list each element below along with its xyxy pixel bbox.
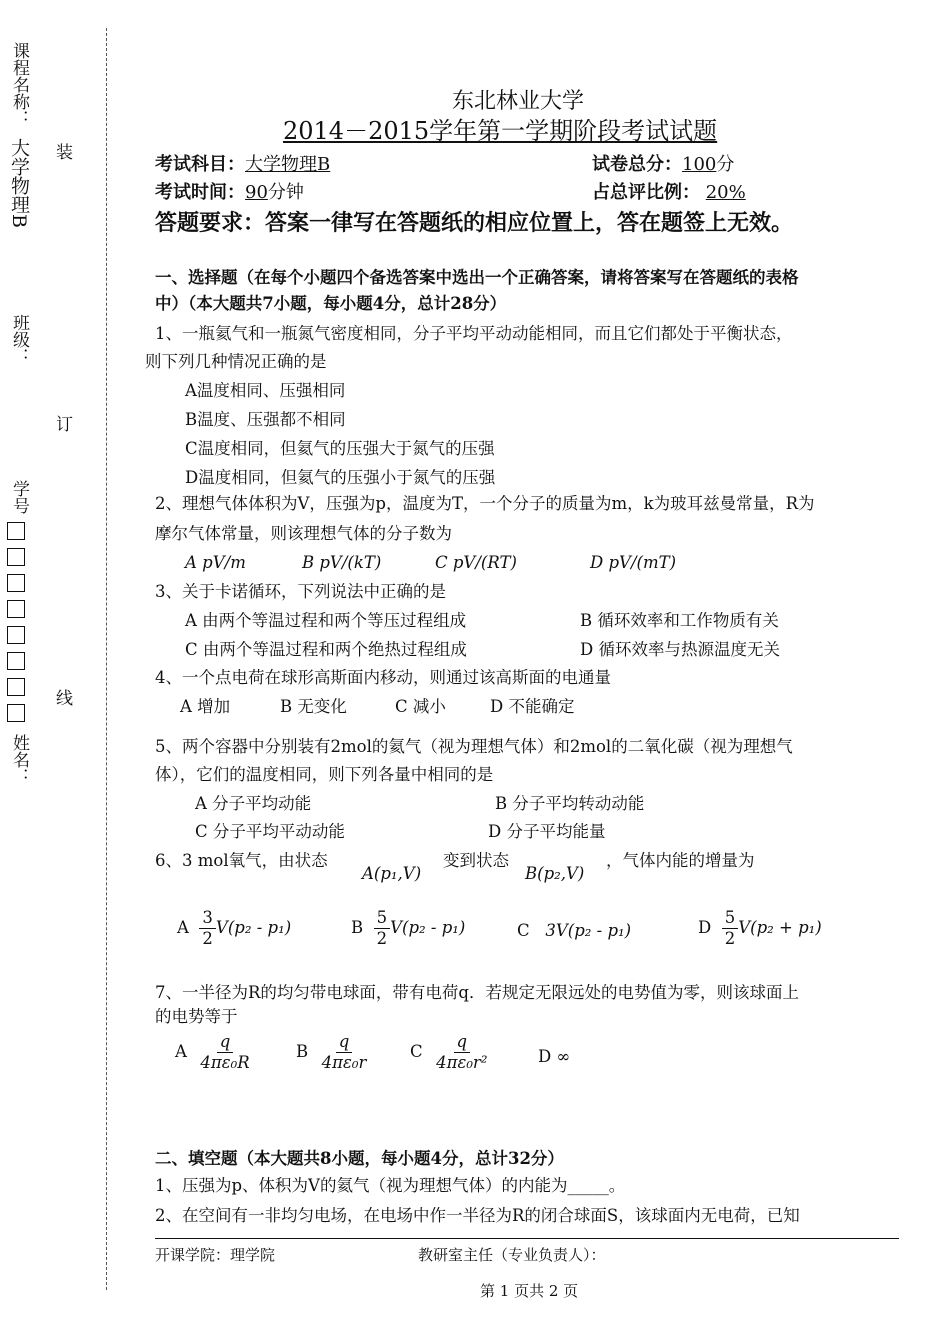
q7-option-b-fraction [319, 1032, 370, 1073]
q6-option-d-expr: V(p₂ + p₁) [738, 918, 822, 937]
q3-stem: 3、关于卡诺循环，下列说法中正确的是 [155, 582, 446, 601]
q2-option-a: A pV/m [185, 553, 246, 572]
q2-stem-line2: 摩尔气体常量，则该理想气体的分子数为 [155, 524, 452, 543]
exam-time-row [155, 178, 304, 204]
q6-option-a [177, 908, 291, 949]
q2-option-b: B pV/(kT) [302, 553, 382, 572]
binding-mark-zhuang: 装 [56, 143, 73, 163]
q4-option-c: C 减小 [395, 697, 446, 716]
total-score-value: 100 [682, 154, 717, 175]
q7-option-a-fraction [197, 1032, 252, 1073]
ratio-value: 20% [705, 182, 746, 203]
binding-dashed-line [106, 28, 107, 1290]
q6-option-c-letter: C [517, 921, 530, 940]
q5-option-c: C 分子平均平动动能 [195, 822, 345, 841]
q2-stem-line1: 2、理想气体体积为V，压强为p，温度为T，一个分子的质量为m，k为玻耳兹曼常量，R为 [155, 494, 815, 513]
q7-stem-line2: 的电势等于 [155, 1007, 238, 1026]
q6-option-b-fraction [374, 908, 391, 949]
answer-requirement: 答题要求：答案一律写在答题纸的相应位置上，答在题签上无效。 [155, 210, 794, 236]
id-box[interactable] [7, 678, 25, 696]
exam-time-label: 考试时间： [155, 182, 245, 203]
binding-mark-xian: 线 [56, 689, 73, 709]
q4-option-b: B 无变化 [280, 697, 347, 716]
q4-option-d: D 不能确定 [490, 697, 575, 716]
q7-option-b [296, 1032, 369, 1073]
q7-option-a [175, 1032, 253, 1073]
q5-stem-line1: 5、两个容器中分别装有2mol的氦气（视为理想气体）和2mol的二氧化碳（视为理想气 [155, 737, 793, 756]
section1-heading-line1: 一、选择题（在每个小题四个备选答案中选出一个正确答案，请将答案写在答题纸的表格 [155, 268, 799, 287]
q7-option-c [410, 1032, 490, 1073]
q7-option-c-num: q [454, 1032, 471, 1053]
q7-option-b-letter: B [296, 1042, 309, 1061]
q7-option-d-letter: D [538, 1047, 552, 1066]
subject-row [155, 150, 330, 176]
q5-option-b: B 分子平均转动动能 [495, 794, 645, 813]
q1-option-a: A温度相同、压强相同 [185, 381, 346, 400]
q6-option-d [698, 908, 822, 949]
q6-option-b [351, 908, 465, 949]
q4-option-a: A 增加 [180, 697, 231, 716]
q6-option-b-num: 5 [374, 908, 391, 929]
q7-option-b-den: 4πε₀r [321, 1053, 367, 1072]
class-label: 班级： [9, 314, 29, 365]
q7-option-d [538, 1047, 570, 1067]
exam-time-unit: 分钟 [267, 182, 304, 203]
student-name-label: 姓名： [9, 734, 29, 785]
q3-option-b: B 循环效率和工作物质有关 [580, 611, 779, 630]
q6-option-a-fraction [199, 908, 216, 949]
q7-option-c-den: 4πε₀r² [436, 1053, 488, 1072]
q6-option-c-expr: 3V(p₂ - p₁) [545, 921, 632, 940]
subject-label: 考试科目： [155, 154, 245, 175]
q7-option-d-infinity: ∞ [556, 1047, 571, 1066]
total-score-row [592, 150, 734, 176]
q7-option-c-fraction [433, 1032, 490, 1073]
fill-q1: 1、压强为p、体积为V的氦气（视为理想气体）的内能为_____。 [155, 1176, 626, 1195]
q7-option-a-letter: A [175, 1042, 187, 1061]
id-box[interactable] [7, 574, 25, 592]
q1-stem-line1: 1、一瓶氦气和一瓶氮气密度相同，分子平均平动动能相同，而且它们都处于平衡状态， [155, 324, 793, 343]
q6-option-a-expr: V(p₂ - p₁) [215, 918, 292, 937]
q1-option-b: B温度、压强都不相同 [185, 410, 346, 429]
q3-option-d: D 循环效率与热源温度无关 [580, 640, 780, 659]
course-name-value: 大学物理B [8, 138, 30, 228]
q6-option-b-den: 2 [376, 929, 388, 948]
q5-option-a: A 分子平均动能 [195, 794, 312, 813]
q7-option-a-den: 4πε₀R [200, 1053, 250, 1072]
q6-option-a-den: 2 [202, 929, 213, 948]
id-box[interactable] [7, 652, 25, 670]
id-box[interactable] [7, 522, 25, 540]
q6-state-b: B(p₂,V) [525, 864, 585, 883]
q6-option-b-letter: B [351, 918, 364, 937]
fill-q2: 2、在空间有一非均匀电场，在电场中作一半径为R的闭合球面S，该球面内无电荷，已知 [155, 1206, 800, 1225]
q1-stem-line2: 则下列几种情况正确的是 [145, 352, 327, 371]
q6-option-b-expr: V(p₂ - p₁) [390, 918, 466, 937]
id-box[interactable] [7, 600, 25, 618]
q7-option-b-num: q [336, 1032, 353, 1053]
ratio-row [592, 178, 746, 204]
page-number: 第 1 页共 2 页 [480, 1282, 579, 1300]
q6-state-a: A(p₁,V) [362, 864, 422, 883]
q6-option-d-fraction [722, 908, 739, 949]
section1-heading-line2: 中）（本大题共7小题，每小题4分，总计28分） [155, 294, 507, 313]
student-id-label: 学号 [9, 480, 29, 514]
section2-heading: 二、填空题（本大题共8小题，每小题4分，总计32分） [155, 1149, 564, 1168]
exam-time-value: 90 [245, 182, 268, 203]
ratio-label: 占总评比例： [592, 182, 700, 203]
q6-option-c [517, 921, 631, 941]
id-box[interactable] [7, 626, 25, 644]
subject-value: 大学物理B [245, 154, 331, 175]
q6-stem-suffix: ，气体内能的增量为 [606, 851, 755, 870]
university-name: 东北林业大学 [452, 89, 585, 114]
q3-option-c: C 由两个等温过程和两个绝热过程组成 [185, 640, 467, 659]
binding-mark-ding: 订 [56, 415, 73, 435]
q6-option-d-letter: D [698, 918, 712, 937]
q6-option-a-letter: A [177, 918, 189, 937]
q6-stem-middle: 变到状态 [443, 851, 509, 870]
course-name-text: 课程名称： [9, 42, 29, 127]
footer-divider [155, 1238, 899, 1239]
q6-option-d-num: 5 [722, 908, 739, 929]
q7-option-a-num: q [217, 1032, 234, 1053]
q7-stem-line1: 7、一半径为R的均匀带电球面，带有电荷q．若规定无限远处的电势值为零，则该球面上 [155, 983, 799, 1002]
total-score-label: 试卷总分： [592, 154, 682, 175]
footer-director: 教研室主任（专业负责人）： [418, 1246, 606, 1264]
id-box[interactable] [7, 548, 25, 566]
q2-option-d: D pV/(mT) [590, 553, 677, 572]
q5-option-d: D 分子平均能量 [488, 822, 606, 841]
q1-option-d: D温度相同，但氦气的压强小于氮气的压强 [185, 468, 496, 487]
course-name-label [8, 42, 29, 133]
q3-option-a: A 由两个等温过程和两个等压过程组成 [185, 611, 467, 630]
student-id-boxes [7, 522, 29, 730]
q1-option-c: C温度相同，但氦气的压强大于氮气的压强 [185, 439, 495, 458]
id-box[interactable] [7, 704, 25, 722]
q5-stem-line2: 体），它们的温度相同，则下列各量中相同的是 [155, 765, 494, 784]
q6-stem-prefix: 6、3 mol氧气，由状态 [155, 851, 328, 870]
total-score-unit: 分 [716, 154, 735, 175]
q2-option-c: C pV/(RT) [435, 553, 517, 572]
q6-option-a-num: 3 [199, 908, 216, 929]
exam-title: 2014－2015学年第一学期阶段考试试题 [283, 117, 718, 145]
q4-stem: 4、一个点电荷在球形高斯面内移动，则通过该高斯面的电通量 [155, 668, 611, 687]
q7-option-c-letter: C [410, 1042, 423, 1061]
q6-option-d-den: 2 [724, 929, 736, 948]
footer-college: 开课学院：理学院 [155, 1246, 276, 1264]
